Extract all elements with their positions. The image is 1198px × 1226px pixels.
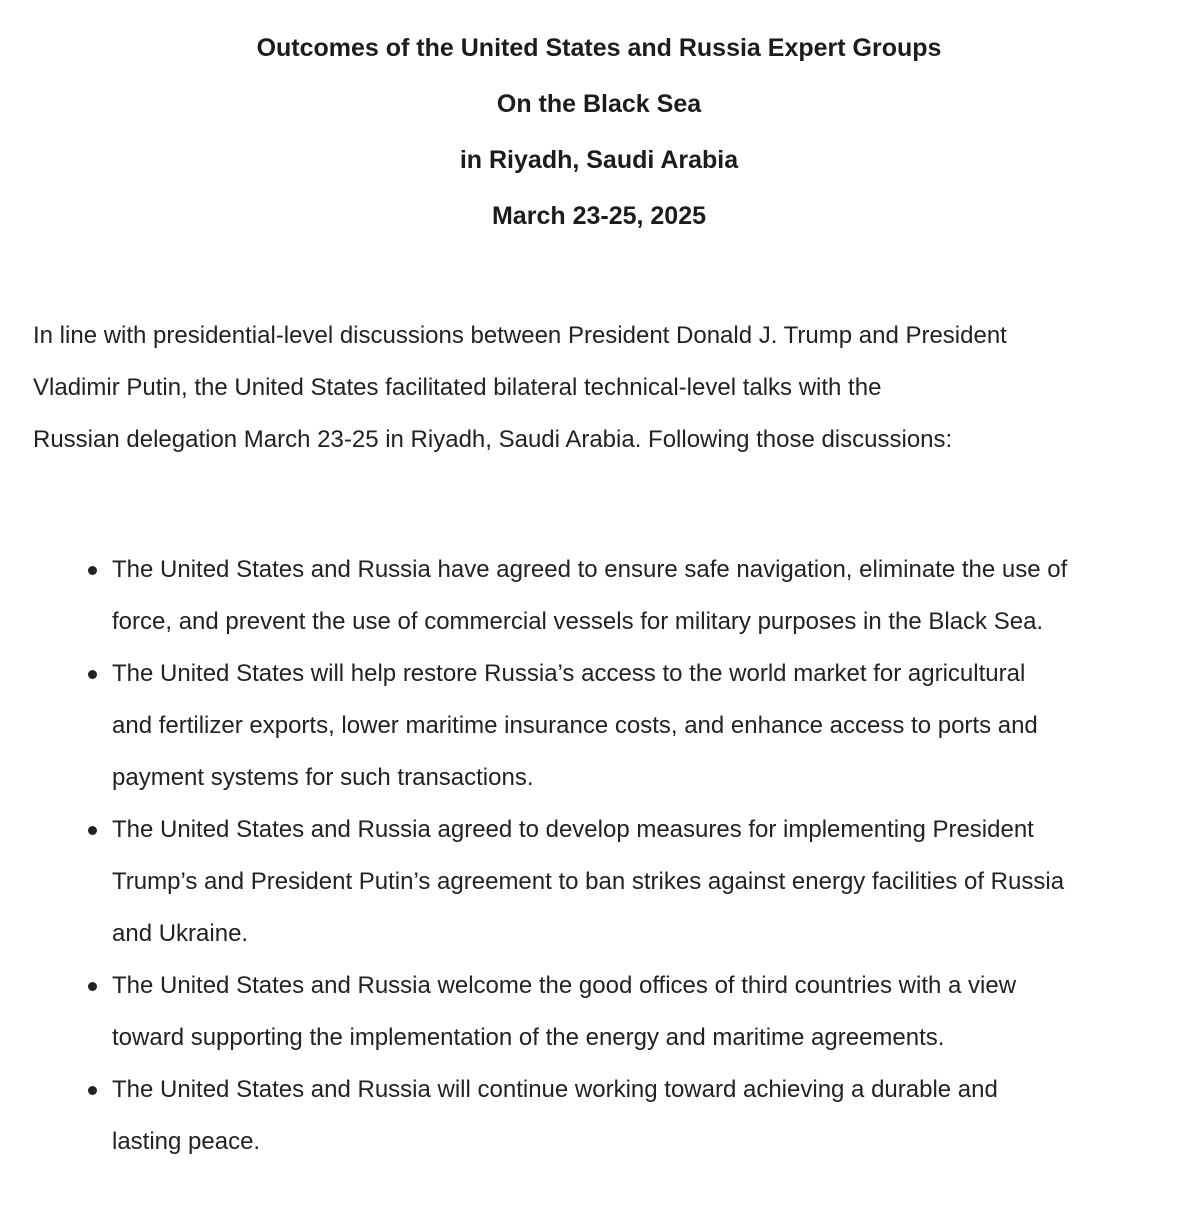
outcomes-list [0,544,1198,1168]
list-item-line: The United States will help restore Russia’s access to the world market for agricultural [112,660,1026,687]
intro-line-2: Vladimir Putin, the United States facilitated bilateral technical-level talks with the [33,374,882,401]
title-date: March 23-25, 2025 [491,202,707,230]
bullet-dot-icon [88,982,97,991]
bullet-dot-icon [88,1086,97,1095]
list-item-line: The United States and Russia welcome the good offices of third countries with a view [112,972,1017,999]
title-line-2: On the Black Sea [496,90,702,118]
bullet-dot-icon [88,670,97,679]
list-item-line: payment systems for such transactions. [112,764,534,791]
bullet-dot-icon [88,566,97,575]
list-item-line: The United States and Russia will continue working toward achieving a durable and [112,1076,998,1103]
list-item-line: Trump’s and President Putin’s agreement to ban strikes against energy facilities of Russia [112,868,1065,895]
intro-line-1: In line with presidential-level discussions between President Donald J. Trump and President [33,322,1007,349]
title-line-3: in Riyadh, Saudi Arabia [459,146,739,174]
bullet-dot-icon [88,826,97,835]
title-line-1: Outcomes of the United States and Russia Expert Groups [256,34,942,62]
document-title [0,20,1198,244]
list-item-line: toward supporting the implementation of the energy and maritime agreements. [112,1024,945,1051]
list-item-line: The United States and Russia agreed to develop measures for implementing President [112,816,1034,843]
list-item-energy-strikes [0,804,1198,960]
intro-line-3: Russian delegation March 23-25 in Riyadh, Saudi Arabia. Following those discussions: [33,426,953,453]
list-item-line: lasting peace. [112,1128,261,1155]
list-item-line: The United States and Russia have agreed to ensure safe navigation, eliminate the use of [112,556,1068,583]
list-item-line: and Ukraine. [112,920,249,947]
list-item-market-access [0,648,1198,804]
list-item-lasting-peace [0,1064,1198,1168]
list-item-line: and fertilizer exports, lower maritime insurance costs, and enhance access to ports and [112,712,1038,739]
list-item-safe-navigation [0,544,1198,648]
list-item-third-countries [0,960,1198,1064]
intro-paragraph [33,310,1173,466]
list-item-line: force, and prevent the use of commercial vessels for military purposes in the Black Sea. [112,608,1044,635]
